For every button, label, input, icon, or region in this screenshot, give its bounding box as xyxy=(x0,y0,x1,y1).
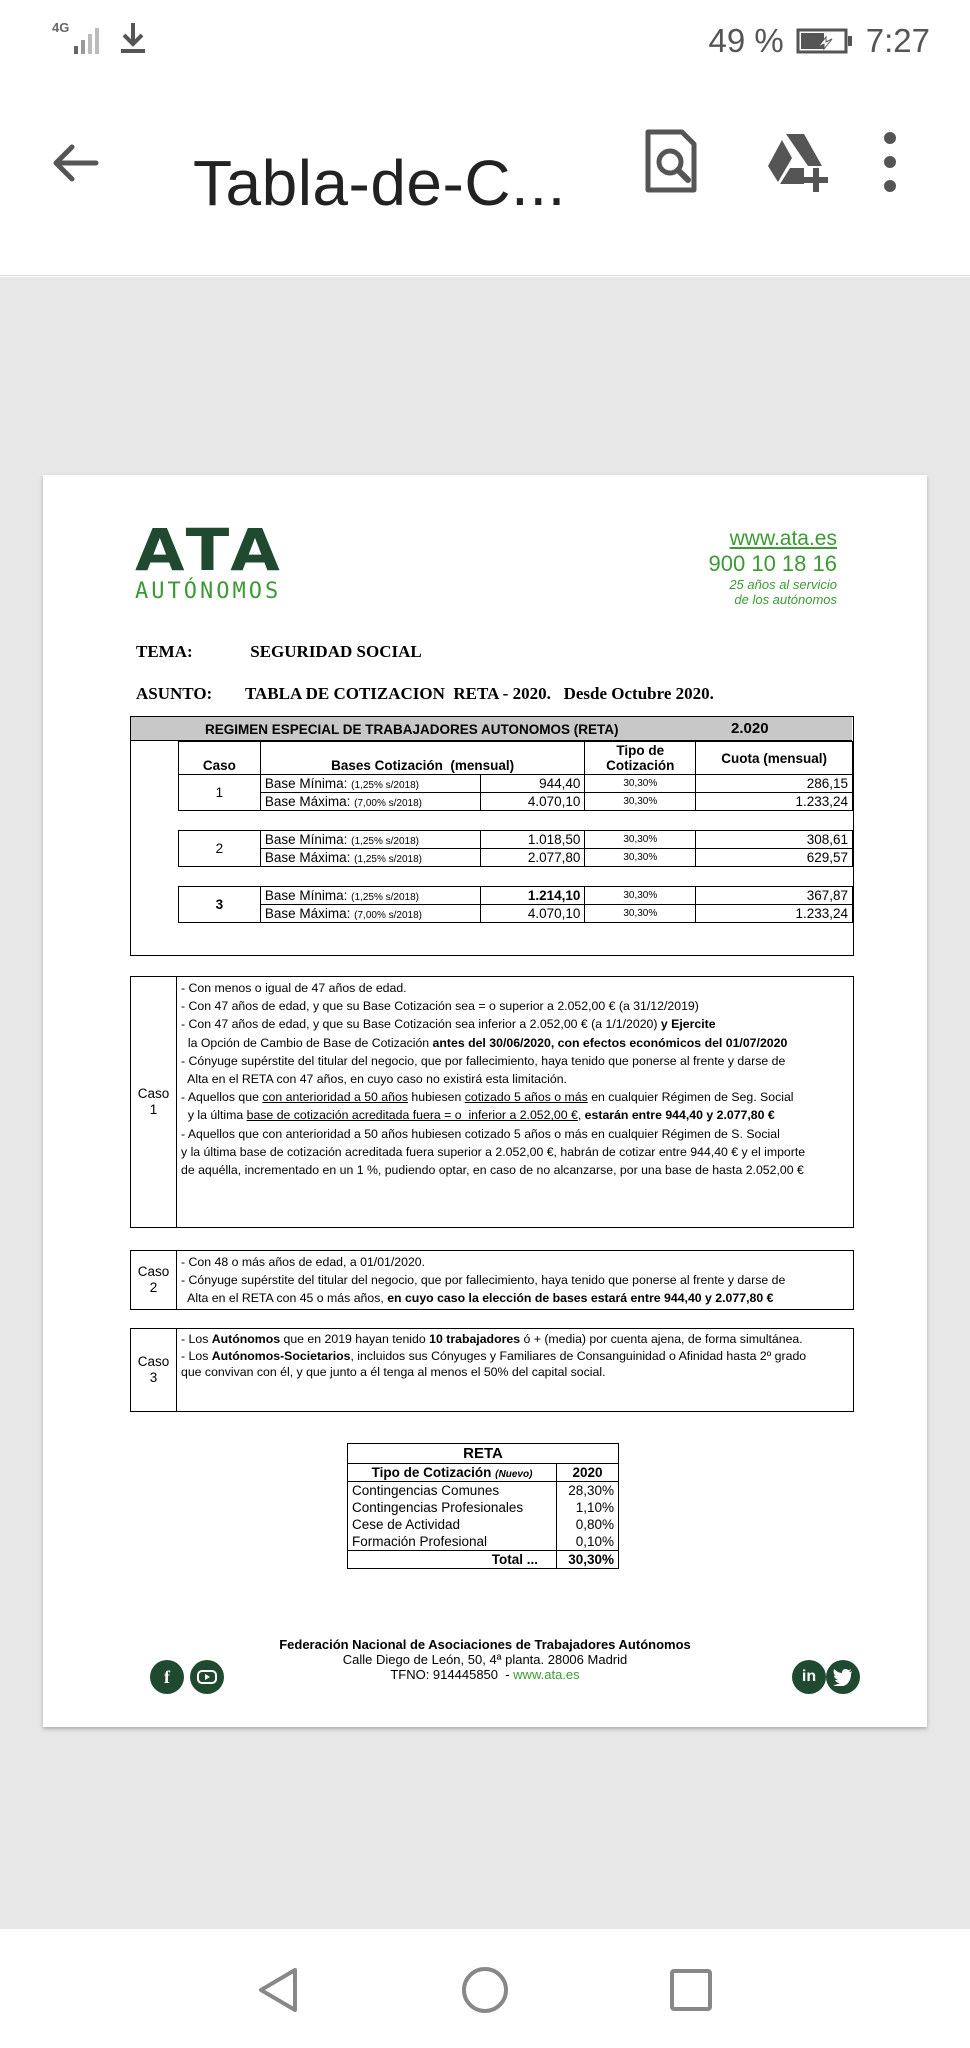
document-title: Tabla-de-C... xyxy=(193,147,566,219)
reta-main-header: REGIMEN ESPECIAL DE TRABAJADORES AUTONOMOS (RETA) 2.020 xyxy=(131,717,852,741)
table-row: 3 Base Mínima: (1,25% s/2018) 1.214,10 30,30% 367,87 xyxy=(179,887,853,905)
contact-web[interactable]: www.ata.es xyxy=(729,527,837,550)
table-row: Contingencias Profesionales 1,10% xyxy=(348,1499,619,1516)
linkedin-icon[interactable]: in xyxy=(792,1660,826,1694)
col-cuota: Cuota (mensual) xyxy=(696,742,853,775)
search-document-icon[interactable] xyxy=(638,128,704,194)
table-row: Cese de Actividad 0,80% xyxy=(348,1516,619,1533)
table-row: Formación Profesional 0,10% xyxy=(348,1533,619,1551)
pdf-page xyxy=(43,475,927,1727)
nav-back-icon[interactable] xyxy=(255,1965,301,2015)
table-row: Total ... 30,30% xyxy=(348,1551,619,1569)
caso-2-label: Caso 2 xyxy=(131,1251,177,1309)
more-vert-icon[interactable] xyxy=(880,128,900,194)
status-bar xyxy=(0,0,970,80)
table-row: Base Máxima: (7,00% s/2018) 4.070,10 30,30% 1.233,24 xyxy=(179,905,853,923)
asunto-label: ASUNTO: xyxy=(136,684,213,703)
nav-recents-icon[interactable] xyxy=(669,1968,713,2012)
col-bases: Bases Cotización (mensual) xyxy=(260,742,585,775)
table-row: Base Máxima: (1,25% s/2018) 2.077,80 30,30% 629,57 xyxy=(179,849,853,867)
reta-main-table xyxy=(178,741,853,923)
table-row: Base Máxima: (7,00% s/2018) 4.070,10 30,30% 1.233,24 xyxy=(179,793,853,811)
contact-tagline-2: de los autónomos xyxy=(734,592,837,607)
twitter-icon[interactable] xyxy=(826,1660,860,1694)
table-row: 1 Base Mínima: (1,25% s/2018) 944,40 30,30% 286,15 xyxy=(179,775,853,793)
table-row: Contingencias Comunes 28,30% xyxy=(348,1482,619,1500)
col-caso: Caso xyxy=(179,742,261,775)
contact-block xyxy=(709,527,837,607)
system-nav-bar xyxy=(0,1929,970,2048)
caso-2-block: Caso 2 - Con 48 o más años de edad, a 01/01/2020. - Cónyuge supérstite del titular del negocio, que por fallecimiento, haya tenido que ponerse al frente y darse de Alta en el RETA con 45 o más años, en cuyo caso la elección de bases estará entre 944,40 y 2.077,80 € xyxy=(130,1250,854,1310)
facebook-icon[interactable]: f xyxy=(150,1660,184,1694)
drive-add-icon[interactable] xyxy=(764,128,830,194)
ata-logo: ATA xyxy=(135,517,286,585)
page-footer: Federación Nacional de Asociaciones de Trabajadores Autónomos Calle Diego de León, 50, 4ª planta. 28006 Madrid TFNO: 914445850 - www.ata.es xyxy=(279,1637,691,1682)
signal-icon: 4G xyxy=(52,20,100,56)
reta-title: RETA xyxy=(348,1444,619,1464)
tema-line xyxy=(136,642,422,662)
nav-home-icon[interactable] xyxy=(460,1965,510,2015)
reta-main-box xyxy=(130,716,854,956)
battery-percent: 49 % xyxy=(708,22,784,59)
back-arrow-icon[interactable] xyxy=(50,138,100,188)
clock: 7:27 xyxy=(865,22,930,59)
caso-3-label: Caso 3 xyxy=(131,1329,177,1411)
table-row: 2 Base Mínima: (1,25% s/2018) 1.018,50 30,30% 308,61 xyxy=(179,831,853,849)
caso-1-block: Caso 1 - Con menos o igual de 47 años de edad. - Con 47 años de edad, y que su Base Cotización sea = o superior a 2.052,00 € (a 31/12/2019) - Con 47 años de edad, y que su Base Cotización sea inferior a 2.052,00 € (a 1/1/2020) y Ejercite la Opción de Cambio de Base de Cotización antes del 30/06/2020, con efectos económicos del 01/07/2020 - Cónyuge supérstite del titular del negocio, que por fallecimiento, haya tenido que ponerse al frente y darse de Alta en el RETA con 47 años, en cuyo caso no existirá esta limitación. - Aquellos que con anterioridad a 50 años hubiesen cotizado 5 años o más en cualquier Régimen de Seg. Social y la última base de cotización acreditada fuera = o inferior a 2.052,00 €, estarán entre 944,40 y 2.077,80 € - Aquellos que con anterioridad a 50 años hubiesen cotizado 5 años o más en cualquier Régimen de S. Social y la última base de cotización acreditada fuera superior a 2.052,00 €, habrán de cotizar entre 944,40 € y el importe de aquélla, incrementado en un 1 %, pudiendo optar, en caso de no alcanzarse, por una base de hasta 2.052,00 € xyxy=(130,976,854,1228)
app-bar xyxy=(0,80,970,276)
contact-phone: 900 10 18 16 xyxy=(708,551,837,576)
col-tipo: Tipo de Cotización xyxy=(585,742,696,775)
caso-3-block: Caso 3 - Los Autónomos que en 2019 hayan tenido 10 trabajadores ó + (media) por cuenta ajena, de forma simultánea. - Los Autónomos-Societarios, incluidos sus Cónyuges y Familiares de Consanguinidad o Afinidad hasta 2º grado que convivan con él, y que junto a él tenga al menos el 50% del capital social. xyxy=(130,1328,854,1412)
tema-value: SEGURIDAD SOCIAL xyxy=(250,642,422,661)
caso-1-label: Caso 1 xyxy=(131,977,177,1227)
tema-label: TEMA: xyxy=(136,642,193,661)
document-viewer[interactable] xyxy=(0,277,970,1929)
asunto-line xyxy=(136,684,714,704)
contact-tagline-1: 25 años al servicio xyxy=(729,577,837,592)
youtube-icon[interactable] xyxy=(190,1660,224,1694)
asunto-value: TABLA DE COTIZACION RETA - 2020. Desde Octubre 2020. xyxy=(244,684,714,703)
download-icon xyxy=(118,21,148,55)
reta-summary-table: RETA Tipo de Cotización (Nuevo) 2020 Contingencias Comunes 28,30% Contingencias Profesionales 1,10% Cese de Actividad 0,80% Formación Profesional 0,10% Total ... 30,30% xyxy=(347,1443,619,1569)
battery-icon xyxy=(796,27,854,55)
ata-logo-sub: AUTÓNOMOS xyxy=(135,579,282,604)
